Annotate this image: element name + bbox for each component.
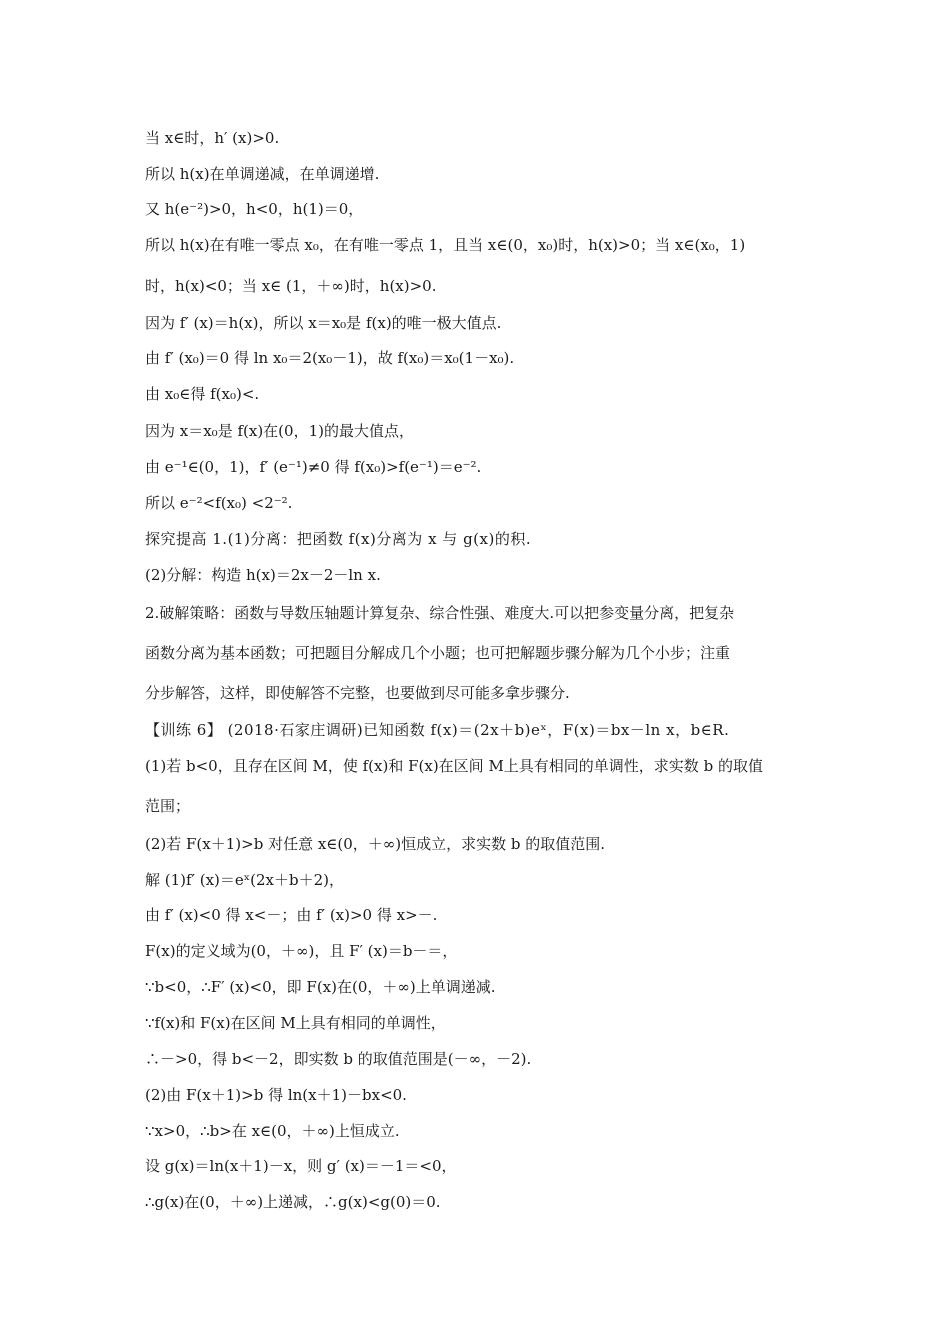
text-line: 又 h(e⁻²)>0，h<0，h(1)＝0， — [145, 200, 364, 218]
text-line: 因为 x＝x₀是 f(x)在(0，1)的最大值点， — [145, 422, 414, 440]
text-line: ∵b<0，∴F′ (x)<0，即 F(x)在(0，＋∞)上单调递减. — [145, 978, 496, 996]
text-line: ∴－>0，得 b<－2，即实数 b 的取值范围是(－∞，－2). — [145, 1050, 532, 1068]
text-line: 由 f′ (x₀)＝0 得 ln x₀＝2(x₀－1)，故 f(x₀)＝x₀(1－x₀). — [145, 349, 515, 367]
text-line: 由 x₀∈得 f(x₀)<. — [145, 385, 260, 403]
text-line: 当 x∈时，h′ (x)>0. — [145, 129, 280, 147]
text-line: 所以 e⁻²<f(x₀) <2⁻². — [145, 494, 293, 512]
text-line: F(x)的定义域为(0，＋∞)，且 F′ (x)＝b－＝， — [145, 942, 458, 960]
text-line: (2)若 F(x＋1)>b 对任意 x∈(0，＋∞)恒成立，求实数 b 的取值范围. — [145, 835, 606, 853]
text-line: ∵f(x)和 F(x)在区间 M上具有相同的单调性， — [145, 1014, 446, 1032]
text-line: ∴g(x)在(0，＋∞)上递减，∴g(x)<g(0)＝0. — [145, 1193, 441, 1211]
text-line: 由 f′ (x)<0 得 x<－；由 f′ (x)>0 得 x>－. — [145, 906, 438, 924]
text-line: 设 g(x)＝ln(x＋1)－x，则 g′ (x)＝－1＝<0， — [145, 1157, 457, 1175]
text-line: ∵x>0，∴b>在 x∈(0，＋∞)上恒成立. — [145, 1122, 400, 1140]
text-line: 解 (1)f′ (x)＝eˣ(2x＋b＋2)， — [145, 871, 344, 889]
text-line: 时，h(x)<0；当 x∈ (1，＋∞)时，h(x)>0. — [145, 277, 437, 295]
text-line: 因为 f′ (x)＝h(x)，所以 x＝x₀是 f(x)的唯一极大值点. — [145, 314, 502, 332]
text-line: 所以 h(x)在单调递减，在单调递增. — [145, 165, 380, 183]
text-line: 所以 h(x)在有唯一零点 x₀，在有唯一零点 1，且当 x∈(0，x₀)时，h(x)>0；当 x∈(x₀，1) — [145, 236, 746, 254]
exercise-heading: 【训练 6】 (2018·石家庄调研)已知函数 f(x)＝(2x＋b)eˣ，F(x)＝bx－ln x，b∈R. — [145, 721, 730, 739]
text-line: 函数分离为基本函数；可把题目分解成几个小题；也可把解题步骤分解为几个小步；注重 — [145, 644, 731, 662]
text-line: 由 e⁻¹∈(0，1)，f′ (e⁻¹)≠0 得 f(x₀)>f(e⁻¹)＝e⁻². — [145, 458, 482, 476]
text-line: (1)若 b<0，且存在区间 M，使 f(x)和 F(x)在区间 M上具有相同的单调性，求实数 b 的取值 — [145, 757, 763, 775]
text-line: 范围； — [145, 797, 191, 815]
text-line: 分步解答，这样，即使解答不完整，也要做到尽可能多拿步骤分. — [145, 684, 570, 702]
text-line: (2)分解：构造 h(x)＝2x－2－ln x. — [145, 566, 381, 584]
section-heading: 探究提高 1.(1)分离：把函数 f(x)分离为 x 与 g(x)的积. — [145, 530, 532, 548]
text-line: 2.破解策略：函数与导数压轴题计算复杂、综合性强、难度大.可以把参变量分离，把复杂 — [145, 604, 735, 622]
text-line: (2)由 F(x＋1)>b 得 ln(x＋1)－bx<0. — [145, 1086, 407, 1104]
